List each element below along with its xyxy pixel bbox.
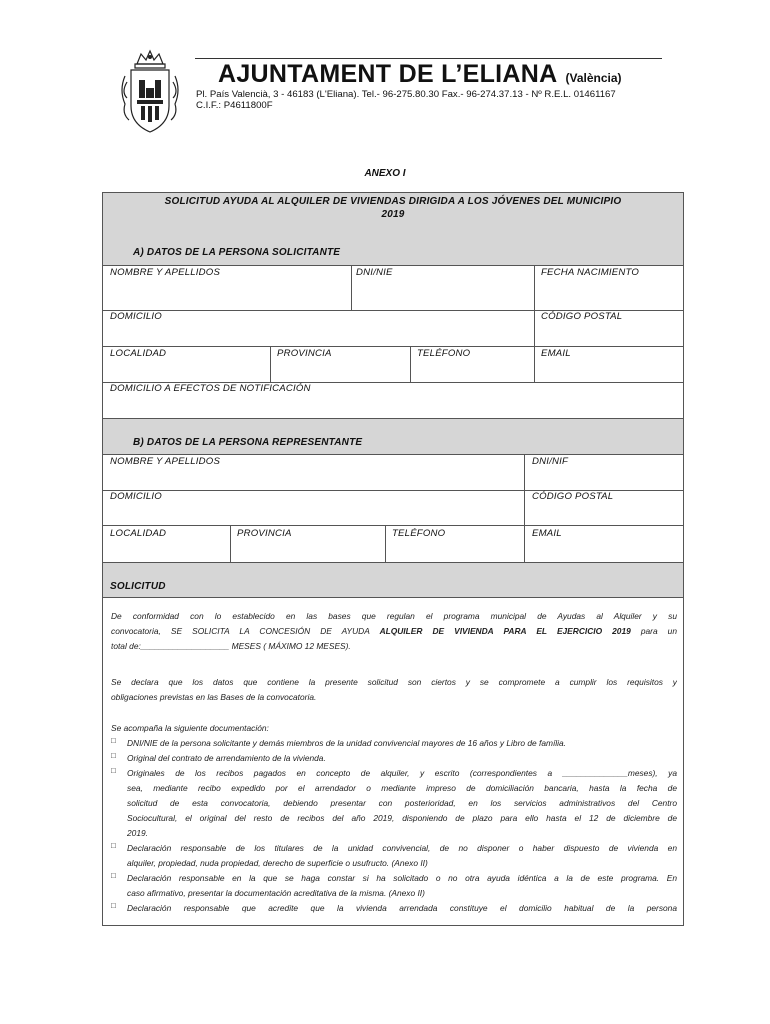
form-title-line-2: 2019 [381, 209, 405, 220]
doc-checkbox-4[interactable]: □ [111, 841, 116, 850]
p1-line-2: convocatoria, SE SOLICITA LA CONCESIÓN DE AYUDA ALQUILER DE VIVIENDA PARA EL EJERCICIO 2019 para un [111, 626, 677, 636]
representative-email-label: EMAIL [532, 528, 562, 539]
doc-item-6: □ Declaración responsable que acredite que la vivienda arrendada constituye el domicilio habitual de la persona [111, 901, 677, 913]
solicitud-title: SOLICITUD [110, 581, 166, 592]
doc-item-1: □ DNI/NIE de la persona solicitante y demás miembros de la unidad convivencial mayores de 16 años y Libro de família. [111, 736, 566, 748]
notification-address-label: DOMICILIO A EFECTOS DE NOTIFICACIÓN [110, 383, 311, 394]
p1-line-1: De conformidad con lo establecido en las bases que regulan el programa municipal de Ayudas al Alquiler y su [111, 611, 677, 621]
applicant-dni-label: DNI/NIE [356, 267, 393, 278]
applicant-name-label: NOMBRE Y APELLIDOS [110, 267, 221, 278]
institution-title [218, 60, 622, 89]
applicant-province-label: PROVINCIA [277, 348, 332, 359]
doc-checkbox-3[interactable]: □ [111, 766, 116, 775]
section-b-header [103, 418, 683, 455]
solicitud-header [103, 562, 683, 598]
solicitud-paragraph-2 [111, 675, 677, 705]
doc-checkbox-6[interactable]: □ [111, 901, 116, 910]
doc-item-2: □ Original del contrato de arrendamiento de la vivienda. [111, 751, 326, 763]
p1-line-3: total de:___________________ MESES ( MÁXIMO 12 MESES). [111, 641, 351, 651]
documentation-intro: Se acompaña la siguiente documentación: [111, 723, 269, 733]
section-a-header [103, 230, 683, 266]
doc-item-4: □ Declaración responsable de los titulares de la unidad convivencial, de no disponer o haber dispuesto de vivienda en alquiler, propiedad, nuda propiedad, derecho de superficie o usufructo. (Anexo II) [111, 841, 677, 868]
applicant-locality-label: LOCALIDAD [110, 348, 167, 359]
section-b-title: B) DATOS DE LA PERSONA REPRESENTANTE [133, 437, 363, 448]
representative-name-label: NOMBRE Y APELLIDOS [110, 456, 221, 467]
solicitud-paragraph-1 [111, 609, 677, 654]
town-crest-logo [117, 46, 183, 138]
representative-phone-label: TELÉFONO [392, 528, 446, 539]
ayuda-concept: ALQUILER DE VIVIENDA PARA EL EJERCICIO 2019 [379, 626, 631, 636]
address-line-1: Pl. País Valencià, 3 - 46183 (L'Eliana). Tel.- 96-275.80.30 Fax.- 96-274.37.13 - Nº R.E.L. 01461167 [196, 89, 616, 100]
p2-line-2: obligaciones previstas en las Bases de la convocatoria. [111, 692, 317, 702]
documentation-list [111, 721, 677, 916]
applicant-postcode-label: CÓDIGO POSTAL [541, 311, 623, 322]
header-rule [195, 58, 662, 59]
applicant-birthdate-label: FECHA NACIMIENTO [541, 267, 640, 278]
section-a-title: A) DATOS DE LA PERSONA SOLICITANTE [133, 247, 341, 258]
applicant-address-label: DOMICILIO [110, 311, 162, 322]
doc-item-5: □ Declaración responsable en la que se haga constar si ha solicitado o no otra ayuda idéntica a la de este programa. En caso afirmativo, presentar la documentación acreditativa de la misma. (Anexo II) [111, 871, 677, 898]
annex-title: ANEXO I [364, 168, 406, 179]
representative-address-label: DOMICILIO [110, 491, 162, 502]
p2-line-1: Se declara que los datos que contiene la presente solicitud son ciertos y se compromete a cumplir los requisitos y [111, 677, 677, 687]
institution-region: (València) [565, 71, 622, 85]
doc-checkbox-1[interactable]: □ [111, 736, 116, 745]
form-title-bar [103, 193, 683, 231]
form-title-line-1: SOLICITUD AYUDA AL ALQUILER DE VIVIENDAS DIRIGIDA A LOS JÓVENES DEL MUNICIPIO [164, 196, 622, 207]
institution-address [196, 89, 616, 111]
applicant-phone-label: TELÉFONO [417, 348, 471, 359]
doc-checkbox-5[interactable]: □ [111, 871, 116, 880]
institution-name: AJUNTAMENT DE L’ELIANA [218, 60, 558, 88]
representative-postcode-label: CÓDIGO POSTAL [532, 491, 614, 502]
applicant-email-label: EMAIL [541, 348, 571, 359]
representative-province-label: PROVINCIA [237, 528, 292, 539]
representative-dni-label: DNI/NIF [532, 456, 569, 467]
doc-item-3: □ Originales de los recibos pagados en concepto de alquiler, y escrito (correspondientes a ______________meses), ya sea, mediante recibo expedido por el arrendador o mediante impreso de domiciliación bancaria, hasta la fecha de solicitud de esta convocatoria, debiendo presentar con posterioridad, en los servicios administrativos del Centro Sociocultural, el original del resto de recibos del año 2019, disponiendo de plazo para ello hasta el 12 de diciembre de 2019. [111, 766, 677, 838]
address-line-2: C.I.F.: P4611800F [196, 100, 273, 111]
doc-checkbox-2[interactable]: □ [111, 751, 116, 760]
representative-locality-label: LOCALIDAD [110, 528, 167, 539]
application-form [102, 192, 684, 926]
